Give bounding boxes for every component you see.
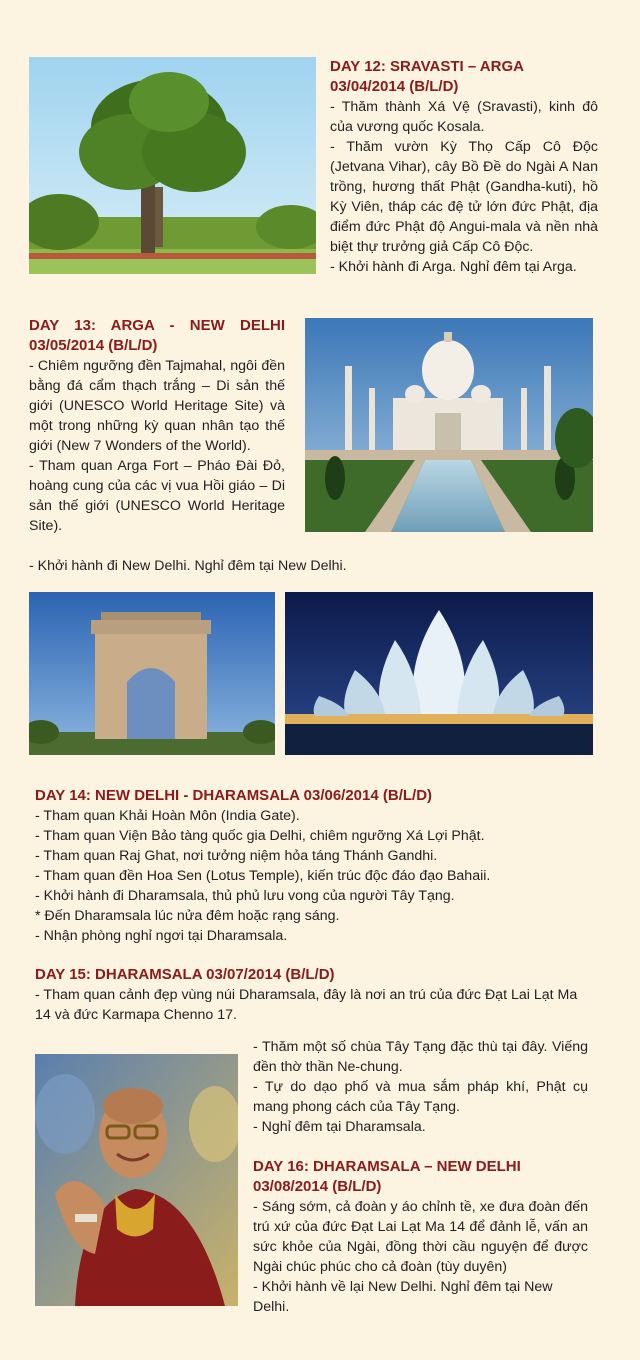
- day14-item: - Tham quan Raj Ghat, nơi tưởng niệm hỏa táng Thánh Gandhi.: [35, 848, 438, 864]
- day13-title: DAY 13: ARGA - NEW DELHI: [29, 317, 285, 334]
- lotus-temple-photo: [285, 592, 593, 755]
- day14-item: - Khởi hành đi Dharamsala, thủ phủ lưu vong của người Tây Tạng.: [35, 888, 455, 904]
- day15-title: DAY 15: DHARAMSALA 03/07/2014 (B/L/D): [35, 966, 335, 983]
- day14-item: * Đến Dharamsala lúc nửa đêm hoặc rạng sáng.: [35, 908, 340, 924]
- day16-item: - Khởi hành về lại New Delhi. Nghỉ đêm tại New Delhi.: [253, 1279, 553, 1315]
- bodhi-tree-photo: [29, 57, 316, 274]
- day12-date: 03/04/2014 (B/L/D): [330, 78, 459, 95]
- day14-item: - Tham quan Viện Bảo tàng quốc gia Delhi, chiêm ngưỡng Xá Lợi Phật.: [35, 828, 485, 844]
- day15-intro: - Tham quan cảnh đẹp vùng núi Dharamsala, đây là nơi an trú của đức Đạt Lai Lạt Ma 14 và đức Karmapa Chenno 17.: [35, 987, 578, 1023]
- day14-item: - Tham quan Khải Hoàn Môn (India Gate).: [35, 808, 300, 824]
- day13-date: 03/05/2014 (B/L/D): [29, 337, 158, 354]
- taj-mahal-photo: [305, 318, 593, 532]
- day16-date: 03/08/2014 (B/L/D): [253, 1178, 382, 1195]
- india-gate-photo: [29, 592, 275, 755]
- day14-section: [35, 786, 595, 946]
- day12-section: [330, 57, 598, 277]
- day15-items: [253, 1037, 588, 1137]
- dalai-lama-photo: [35, 1054, 238, 1306]
- day13-item: - Tham quan Arga Fort – Pháo Đài Đỏ, hoàng cung của các vị vua Hồi giáo – Di sản thế giới (UNESCO World Heritage Site).: [29, 458, 285, 534]
- day13-item: - Chiêm ngưỡng đền Tajmahal, ngôi đền bằng đá cẩm thạch trắng – Di sản thế giới (UNESCO World Heritage Site) và một trong những kỳ quan nhân tạo thế giới (New 7 Wonders of the World).: [29, 358, 285, 454]
- day16-title: DAY 16: DHARAMSALA – NEW DELHI: [253, 1158, 521, 1175]
- day14-item: - Nhận phòng nghỉ ngơi tại Dharamsala.: [35, 928, 288, 944]
- day12-item: - Thăm vườn Kỳ Thọ Cấp Cô Độc (Jetvana Vihar), cây Bồ Đề do Ngài A Nan trồng, hương thất Phật (Gandha-kuti), hồ Kỳ Viên, tháp các đệ tử lớn đức Phật, địa điểm đức Phật độ Angui-mala và nền nhà biệt thự trưởng giả Cấp Cô Độc.: [330, 139, 598, 255]
- day14-title: DAY 14: NEW DELHI - DHARAMSALA 03/06/2014 (B/L/D): [35, 787, 433, 804]
- day16-section: [253, 1157, 588, 1317]
- day15-section: [35, 965, 595, 1025]
- day16-item: - Sáng sớm, cả đoàn y áo chỉnh tề, xe đưa đoàn đến trú xứ của đức Đạt Lai Lạt Ma 14 để đảnh lễ, vấn an sức khỏe của Ngài, đồng thời cầu nguyện để được Ngài chúc phúc cho cả đoàn (tùy duyên): [253, 1199, 588, 1275]
- day15-item: - Thăm một số chùa Tây Tạng đặc thù tại đây. Viếng đền thờ thần Ne-chung.: [253, 1039, 588, 1075]
- day15-item: - Tự do dạo phố và mua sắm pháp khí, Phật cụ mang phong cách của Tây Tạng.: [253, 1079, 588, 1115]
- day15-item: - Nghỉ đêm tại Dharamsala.: [253, 1119, 426, 1135]
- day14-item: - Tham quan đền Hoa Sen (Lotus Temple), kiến trúc độc đáo đạo Bahaii.: [35, 868, 491, 884]
- day12-item: - Thăm thành Xá Vệ (Sravasti), kinh đô của vương quốc Kosala.: [330, 99, 598, 135]
- day12-title: DAY 12: SRAVASTI – ARGA: [330, 58, 524, 75]
- day12-item: - Khởi hành đi Arga. Nghỉ đêm tại Arga.: [330, 259, 577, 275]
- day13-item: - Khởi hành đi New Delhi. Nghỉ đêm tại New Delhi.: [29, 558, 347, 574]
- day13-section: [29, 316, 285, 536]
